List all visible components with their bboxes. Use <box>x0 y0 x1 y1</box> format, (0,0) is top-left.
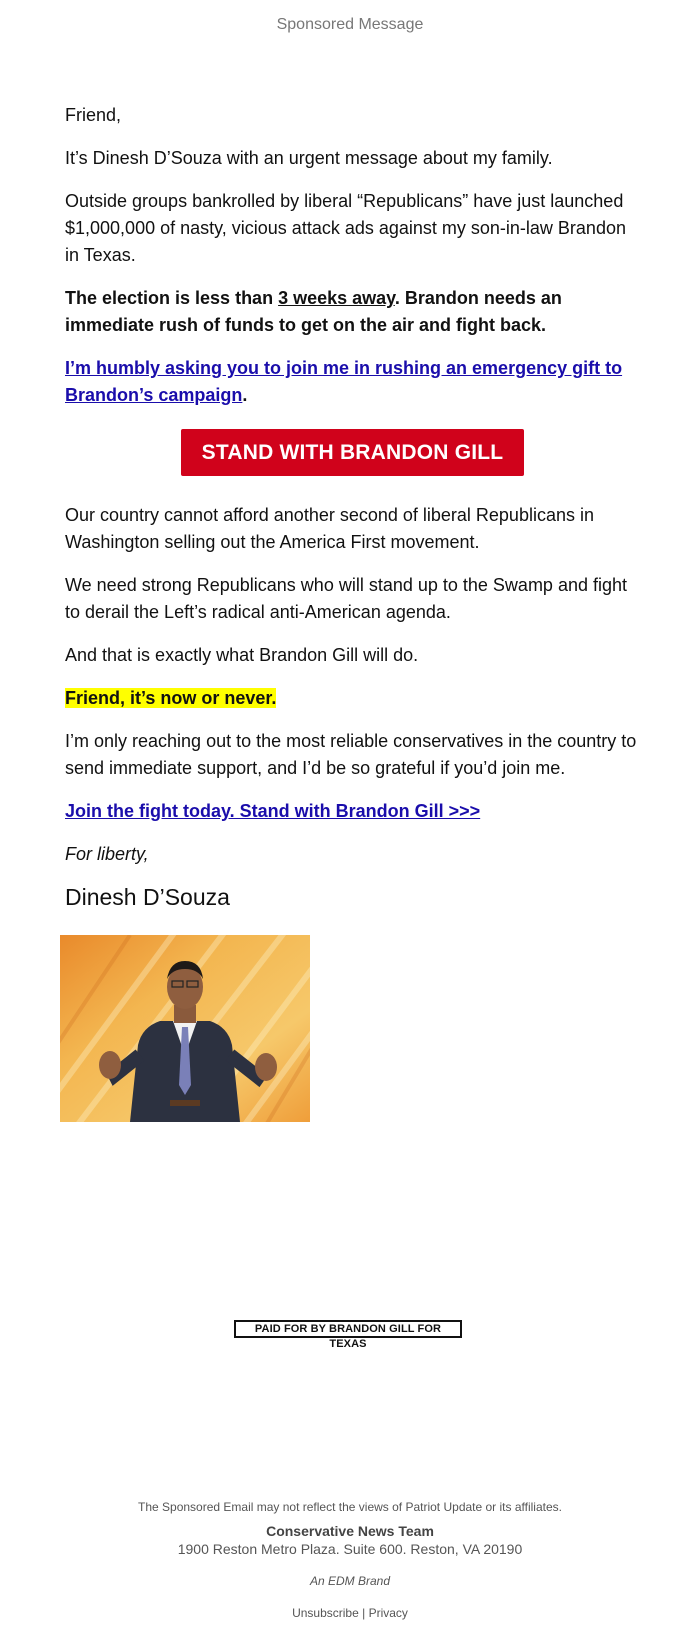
email-body <box>65 102 640 917</box>
country-paragraph: Our country cannot afford another second of liberal Republicans in Washington selling out the America First movement. <box>65 505 594 552</box>
footer-brand: An EDM Brand <box>309 1574 391 1588</box>
election-text-before: The election is less than <box>65 288 279 308</box>
intro-paragraph: It’s Dinesh D’Souza with an urgent message about my family. <box>65 148 553 168</box>
election-underlined-text: 3 weeks away <box>278 288 395 308</box>
ask-period: . <box>242 385 248 405</box>
footer-disclaimer: The Sponsored Email may not reflect the views of Patriot Update or its affiliates. <box>138 1500 562 1514</box>
outside-groups-paragraph: Outside groups bankrolled by liberal “Republicans” have just launched $1,000,000 of nasty, vicious attack ads against my son-in-law Brandon in Texas. <box>65 191 626 265</box>
paid-for-disclaimer-box: PAID FOR BY BRANDON GILL FOR TEXAS <box>234 1320 462 1338</box>
election-text-after: . Brandon needs an immediate rush of funds to get on the air and fight back. <box>65 288 562 335</box>
sponsored-message-label: Sponsored Message <box>276 16 424 33</box>
highlight-paragraph <box>65 685 640 712</box>
greeting: Friend, <box>65 105 122 125</box>
emergency-gift-link[interactable]: I’m humbly asking you to join me in rushing an emergency gift to Brandon’s campaign <box>65 358 623 405</box>
reaching-paragraph: I’m only reaching out to the most reliable conservatives in the country to send immediate support, and I’d be so grateful if you’d join me. <box>65 731 637 778</box>
footer-address: 1900 Reston Metro Plaza. Suite 600. Reston, VA 20190 <box>177 1541 523 1557</box>
signoff: For liberty, <box>65 844 149 864</box>
cta-container <box>65 429 640 476</box>
footer-organization: Conservative News Team <box>266 1523 434 1539</box>
footer-link-separator: | <box>362 1606 366 1620</box>
footer-links <box>0 1606 700 1620</box>
election-paragraph <box>65 285 640 339</box>
privacy-link[interactable]: Privacy <box>368 1606 408 1620</box>
now-or-never-highlight: Friend, it’s now or never. <box>65 688 277 708</box>
stand-with-brandon-gill-button[interactable]: STAND WITH BRANDON GILL <box>181 429 525 476</box>
signature-name: Dinesh D’Souza <box>65 884 230 910</box>
join-the-fight-link[interactable]: Join the fight today. Stand with Brandon Gill >>> <box>65 801 481 821</box>
need-paragraph: We need strong Republicans who will stand up to the Swamp and fight to derail the Left’s radical anti-American agenda. <box>65 575 627 622</box>
footer <box>0 1500 700 1620</box>
join-paragraph <box>65 798 640 825</box>
speaker-photo <box>60 935 310 1122</box>
exactly-paragraph: And that is exactly what Brandon Gill will do. <box>65 645 419 665</box>
unsubscribe-link[interactable]: Unsubscribe <box>292 1606 359 1620</box>
speaker-photo-illustration <box>60 935 310 1122</box>
ask-paragraph <box>65 355 640 409</box>
